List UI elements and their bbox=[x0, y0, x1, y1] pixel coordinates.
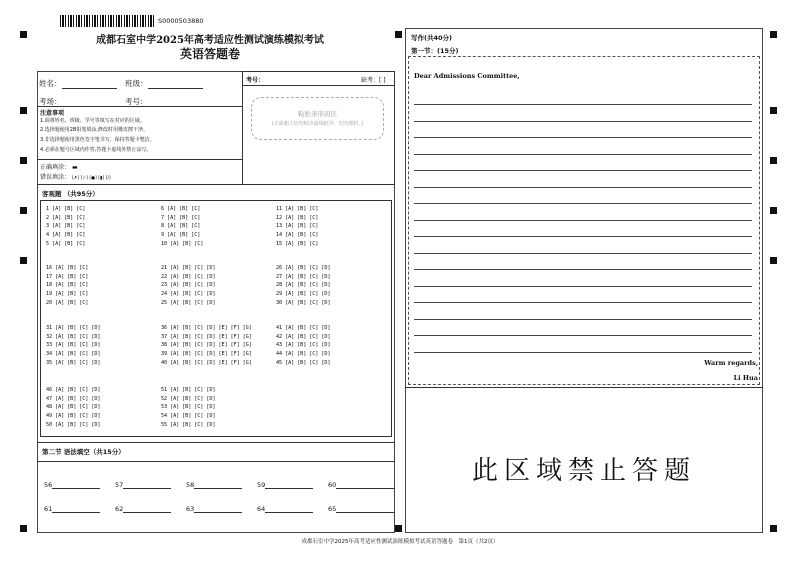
choice-question[interactable]: 44 [A] [B] [C] [D] bbox=[276, 351, 331, 358]
choice-question[interactable]: 24 [A] [B] [C] [D] bbox=[161, 291, 216, 298]
choice-question[interactable]: 10 [A] [B] [C] bbox=[161, 240, 204, 247]
class-label: 班级： bbox=[125, 79, 148, 88]
choice-question[interactable]: 38 [A] [B] [C] [D] [E] [F] [G] bbox=[161, 342, 252, 349]
wrong-fill-label: 错误填涂： [✗] [✓] [●] [▮] [/] bbox=[40, 174, 111, 181]
choice-question[interactable]: 9 [A] [B] [C] bbox=[161, 232, 201, 239]
barcode bbox=[60, 15, 156, 27]
choice-question[interactable]: 52 [A] [B] [C] [D] bbox=[161, 395, 216, 402]
choice-question[interactable]: 27 [A] [B] [C] [D] bbox=[276, 273, 331, 280]
choice-question[interactable]: 7 [A] [B] [C] bbox=[161, 214, 201, 221]
choice-question[interactable]: 33 [A] [B] [C] [D] bbox=[46, 342, 101, 349]
writing-line bbox=[414, 220, 752, 221]
choice-question[interactable]: 49 [A] [B] [C] [D] bbox=[46, 413, 101, 420]
choice-question[interactable]: 23 [A] [B] [C] [D] bbox=[161, 282, 216, 289]
choice-question[interactable]: 11 [A] [B] [C] bbox=[276, 206, 319, 212]
choice-question[interactable]: 34 [A] [B] [C] [D] bbox=[46, 351, 101, 358]
timing-mark bbox=[770, 157, 777, 164]
writing-line bbox=[414, 302, 752, 303]
timing-mark bbox=[770, 257, 777, 264]
notes-title: 注意事项 bbox=[40, 110, 65, 117]
correct-fill-sample: ▬ bbox=[71, 164, 78, 171]
timing-mark bbox=[770, 31, 777, 38]
choice-question[interactable]: 36 [A] [B] [C] [D] [E] [F] [G] bbox=[161, 325, 252, 331]
choice-question[interactable]: 53 [A] [B] [C] [D] bbox=[161, 404, 216, 411]
room-label: 考场： bbox=[39, 97, 62, 106]
choice-question[interactable]: 1 [A] [B] [C] bbox=[46, 206, 86, 212]
salutation: Dear Admissions Committee, bbox=[414, 72, 520, 80]
choice-question[interactable]: 12 [A] [B] [C] bbox=[276, 214, 319, 221]
objective-title: 客观题 （共95分） bbox=[42, 190, 99, 198]
timing-mark bbox=[770, 107, 777, 114]
forbidden-area-text: 此区域禁止答题 bbox=[471, 456, 696, 486]
timing-mark bbox=[20, 207, 27, 214]
correct-fill-label: 正确填涂： ▬ bbox=[40, 164, 78, 171]
choice-question[interactable]: 31 [A] [B] [C] [D] bbox=[46, 325, 101, 331]
blank-65[interactable]: 65 bbox=[328, 505, 394, 513]
exam-no-label: 考号： bbox=[246, 77, 265, 84]
writing-line bbox=[414, 319, 752, 320]
choice-question[interactable]: 54 [A] [B] [C] [D] bbox=[161, 413, 216, 420]
choice-question[interactable]: 43 [A] [B] [C] [D] bbox=[276, 342, 331, 349]
timing-mark bbox=[770, 525, 777, 532]
timing-mark bbox=[395, 525, 402, 532]
number-label: 考号： bbox=[125, 97, 148, 106]
blank-58[interactable]: 58 bbox=[186, 481, 242, 489]
timing-mark bbox=[20, 107, 27, 114]
timing-mark bbox=[20, 257, 27, 264]
blank-64[interactable]: 64 bbox=[257, 505, 313, 513]
barcode-paste-area[interactable] bbox=[251, 97, 384, 140]
choice-question[interactable]: 22 [A] [B] [C] [D] bbox=[161, 273, 216, 280]
choice-question[interactable]: 14 [A] [B] [C] bbox=[276, 232, 319, 239]
grammar-title: 第二节 语法填空（共15分） bbox=[42, 448, 125, 456]
choice-question[interactable]: 41 [A] [B] [C] [D] bbox=[276, 325, 331, 331]
writing-line bbox=[414, 203, 752, 204]
writing-line bbox=[414, 352, 752, 353]
timing-mark bbox=[770, 207, 777, 214]
choice-question[interactable]: 13 [A] [B] [C] bbox=[276, 223, 319, 230]
choice-question[interactable]: 48 [A] [B] [C] [D] bbox=[46, 404, 101, 411]
timing-mark bbox=[20, 31, 27, 38]
writing-line bbox=[414, 335, 752, 336]
choice-question[interactable]: 47 [A] [B] [C] [D] bbox=[46, 395, 101, 402]
choice-question[interactable]: 45 [A] [B] [C] [D] bbox=[276, 359, 331, 366]
signature: Li Hua bbox=[733, 374, 758, 382]
choice-question[interactable]: 8 [A] [B] [C] bbox=[161, 223, 201, 230]
blank-56[interactable]: 56 bbox=[44, 481, 100, 489]
barcode-number: S0000503880 bbox=[158, 17, 204, 25]
choice-question[interactable]: 25 [A] [B] [C] [D] bbox=[161, 299, 216, 306]
choice-question[interactable]: 18 [A] [B] [C] bbox=[46, 282, 89, 289]
writing-line bbox=[414, 253, 752, 254]
choice-question[interactable]: 30 [A] [B] [C] [D] bbox=[276, 299, 331, 306]
choice-question[interactable]: 46 [A] [B] [C] [D] bbox=[46, 387, 101, 393]
choice-question[interactable]: 20 [A] [B] [C] bbox=[46, 299, 89, 306]
sheet-title: 英语答题卷 bbox=[179, 47, 240, 61]
choice-question[interactable]: 37 [A] [B] [C] [D] [E] [F] [G] bbox=[161, 333, 252, 340]
note-item: 4.必须在题号区域内作答,答题卡虚线外禁止涂写。 bbox=[40, 147, 152, 153]
choice-question[interactable]: 35 [A] [B] [C] [D] bbox=[46, 359, 101, 366]
choice-question[interactable]: 32 [A] [B] [C] [D] bbox=[46, 333, 101, 340]
choice-question[interactable]: 2 [A] [B] [C] bbox=[46, 214, 86, 221]
choice-question[interactable]: 42 [A] [B] [C] [D] bbox=[276, 333, 331, 340]
choice-question[interactable]: 6 [A] [B] [C] bbox=[161, 206, 201, 212]
blank-63[interactable]: 63 bbox=[186, 505, 242, 513]
barcode-area-title: 粘贴条形码区 bbox=[298, 110, 337, 118]
writing-line bbox=[414, 187, 752, 188]
choice-question[interactable]: 39 [A] [B] [C] [D] [E] [F] [G] bbox=[161, 351, 252, 358]
choice-question[interactable]: 50 [A] [B] [C] [D] bbox=[46, 421, 101, 428]
note-item: 3.非选择题使用黑色签字笔书写，保持答题卡整洁。 bbox=[40, 137, 155, 143]
writing-line bbox=[414, 137, 752, 138]
choice-question[interactable]: 40 [A] [B] [C] [D] [E] [F] [G] bbox=[161, 359, 252, 366]
choice-question[interactable]: 55 [A] [B] [C] [D] bbox=[161, 421, 216, 428]
exam-title: 成都石室中学2025年高考适应性测试演练模拟考试 bbox=[96, 35, 324, 46]
blank-61[interactable]: 61 bbox=[44, 505, 100, 513]
blank-60[interactable]: 60 bbox=[328, 481, 394, 489]
writing-line bbox=[414, 104, 752, 105]
closing: Warm regards, bbox=[704, 359, 758, 367]
writing-part-title: 第一节：(15分) bbox=[411, 47, 459, 55]
missing-checkbox[interactable]: 缺考：[ ] bbox=[361, 77, 386, 84]
barcode-area-note: (正面朝上切勿贴出虚线框外，切勿褶折。) bbox=[271, 121, 364, 127]
timing-mark bbox=[20, 525, 27, 532]
choice-question[interactable]: 26 [A] [B] [C] [D] bbox=[276, 265, 331, 271]
writing-line bbox=[414, 286, 752, 287]
writing-line bbox=[414, 236, 752, 237]
blank-59[interactable]: 59 bbox=[257, 481, 313, 489]
writing-section-title: 写作(共40分) bbox=[411, 34, 452, 42]
writing-line bbox=[414, 269, 752, 270]
choice-question[interactable]: 16 [A] [B] [C] bbox=[46, 265, 89, 271]
writing-line bbox=[414, 170, 752, 171]
choice-question[interactable]: 51 [A] [B] [C] [D] bbox=[161, 387, 216, 393]
choice-question[interactable]: 21 [A] [B] [C] [D] bbox=[161, 265, 216, 271]
timing-mark bbox=[395, 31, 402, 38]
choice-question[interactable]: 19 [A] [B] [C] bbox=[46, 291, 89, 298]
choice-question[interactable]: 29 [A] [B] [C] [D] bbox=[276, 291, 331, 298]
choice-question[interactable]: 17 [A] [B] [C] bbox=[46, 273, 89, 280]
wrong-fill-sample: [✗] [✓] [●] [▮] [/] bbox=[71, 176, 111, 181]
choice-question[interactable]: 15 [A] [B] [C] bbox=[276, 240, 319, 247]
choice-question[interactable]: 28 [A] [B] [C] [D] bbox=[276, 282, 331, 289]
choice-question[interactable]: 5 [A] [B] [C] bbox=[46, 240, 86, 247]
timing-mark bbox=[20, 157, 27, 164]
note-item: 1.调将姓名、班级、学号等填写在对应的区域。 bbox=[40, 118, 145, 124]
writing-line bbox=[414, 154, 752, 155]
note-item: 2.选择题使用2B铅笔填涂,修改时用橡皮擦干净。 bbox=[40, 127, 148, 133]
blank-62[interactable]: 62 bbox=[115, 505, 171, 513]
page-footer: 成都石室中学2025年高考适应性测试演练模拟考试英语答题卷 第1页（共2页） bbox=[301, 539, 499, 545]
choice-question[interactable]: 4 [A] [B] [C] bbox=[46, 232, 86, 239]
choice-question[interactable]: 3 [A] [B] [C] bbox=[46, 223, 86, 230]
blank-57[interactable]: 57 bbox=[115, 481, 171, 489]
writing-line bbox=[414, 121, 752, 122]
name-label: 姓名： bbox=[39, 79, 62, 88]
